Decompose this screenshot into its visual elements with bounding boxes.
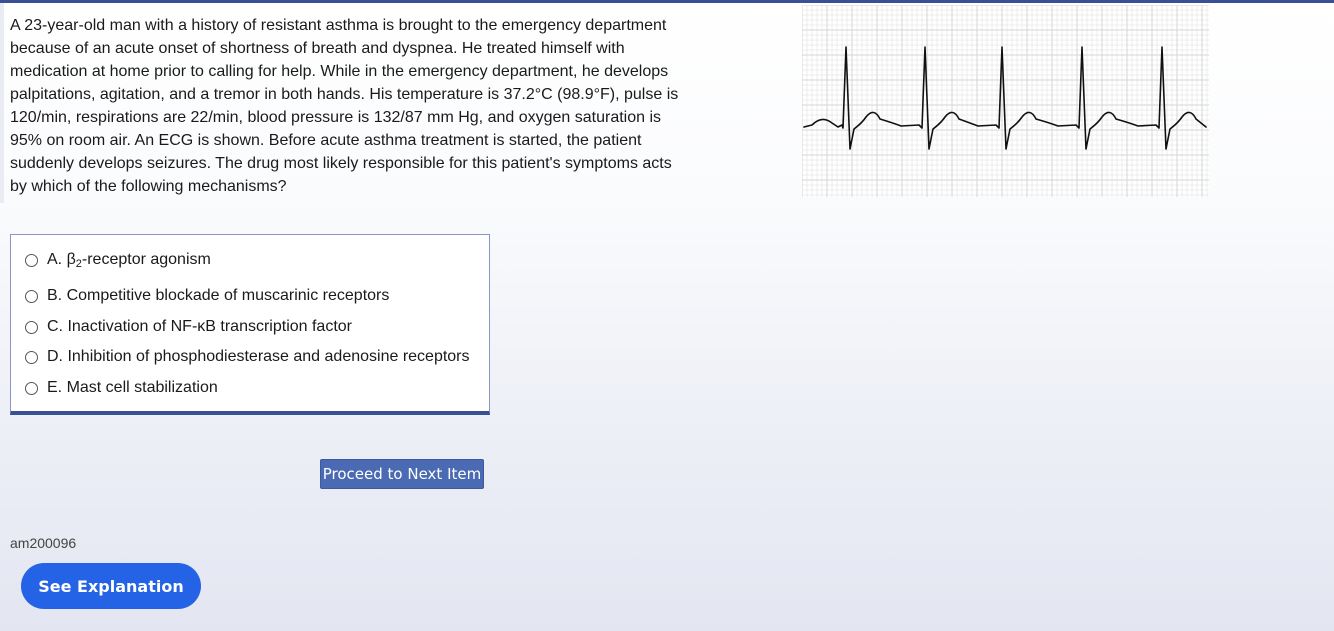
choice-label: A. $\beta_2$-receptor agonism: [47, 250, 211, 270]
top-accent-bar: [0, 0, 1334, 3]
choice-label: E. Mast cell stabilization: [47, 379, 218, 396]
ecg-grid: [802, 5, 1209, 197]
choice-a[interactable]: [11, 246, 489, 274]
choice-d[interactable]: [11, 343, 489, 371]
proceed-next-button[interactable]: Proceed to Next Item: [320, 459, 484, 489]
see-explanation-button[interactable]: See Explanation: [21, 563, 201, 609]
radio-button-icon[interactable]: [25, 290, 38, 303]
choice-c[interactable]: [11, 313, 489, 341]
choice-e[interactable]: [11, 374, 489, 402]
left-edge-panel: [0, 3, 4, 203]
radio-button-icon[interactable]: [25, 382, 38, 395]
question-stem: A 23-year-old man with a history of resistant asthma is brought to the emergency department because of an acute onset of shortness of breath and dyspnea. He treated himself with medication at home prior to calling for help. While in the emergency department, he develops palpitations, agitation, and a tremor in both hands. His temperature is 37.2°C (98.9°F), pulse is 120/min, respirations are 22/min, blood pressure is 132/87 mm Hg, and oxygen saturation is 95% on room air. An ECG is shown. Before acute asthma treatment is started, the patient suddenly develops seizures. The drug most likely responsible for this patient's symptoms acts by which of the following mechanisms?: [10, 17, 679, 195]
radio-button-icon[interactable]: [25, 321, 38, 334]
radio-button-icon[interactable]: [25, 351, 38, 364]
ecg-image: [802, 5, 1209, 197]
choice-label: D. Inhibition of phosphodiesterase and adenosine receptors: [47, 348, 470, 365]
radio-button-icon[interactable]: [25, 254, 38, 267]
choice-label: C. Inactivation of NF-κB transcription factor: [47, 318, 352, 335]
question-id: am200096: [10, 535, 77, 551]
answer-choices: [10, 234, 490, 415]
choice-label: B. Competitive blockade of muscarinic receptors: [47, 287, 390, 304]
choice-b[interactable]: [11, 282, 489, 310]
